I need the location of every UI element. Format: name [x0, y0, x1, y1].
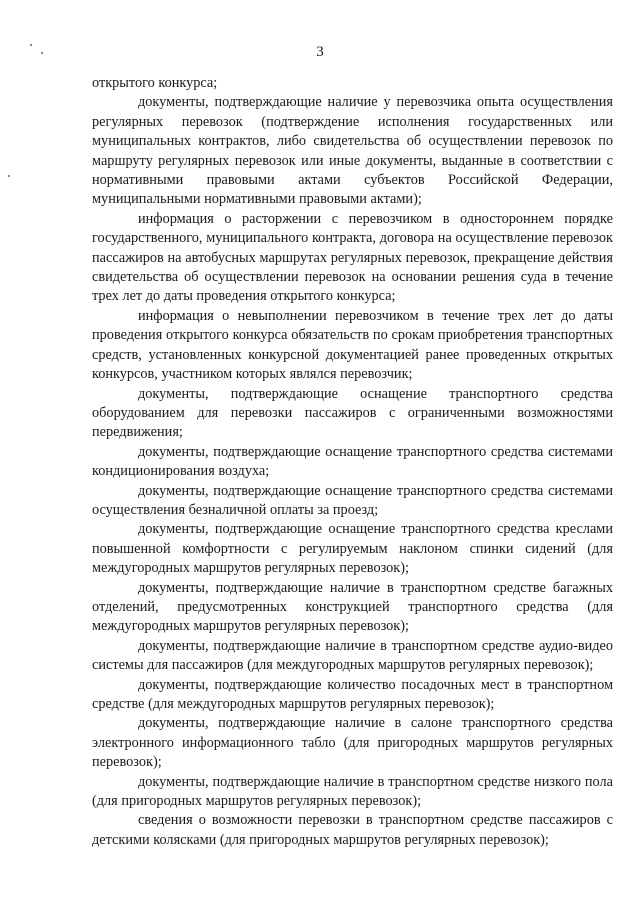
paragraph: документы, подтверждающие количество посадочных мест в транспортном средстве (для междугородных маршрутов регулярных перевозок); [92, 676, 613, 712]
scan-speck [8, 175, 10, 177]
page-number: 3 [316, 44, 324, 60]
paragraph: документы, подтверждающие оснащение транспортного средства оборудованием для перевозки пассажиров с ограниченными возможностями передвижения; [92, 385, 613, 441]
paragraph: информация о невыполнении перевозчиком в течение трех лет до даты проведения открытого конкурса обязательств по срокам приобретения транспортных средств, установленных конкурсной документацией ранее проведенных открытых конкурсов, участником которых являлся перевозчик; [92, 307, 613, 383]
paragraph: документы, подтверждающие оснащение транспортного средства креслами повышенной комфортности с регулируемым наклоном спинки сидений (для междугородных маршрутов регулярных перевозок); [92, 521, 613, 577]
paragraph: сведения о возможности перевозки в транспортном средстве пассажиров с детскими колясками (для пригородных маршрутов регулярных перевозок); [92, 812, 613, 848]
paragraph: документы, подтверждающие оснащение транспортного средства системами осуществления безналичной оплаты за проезд; [92, 482, 613, 518]
paragraph: документы, подтверждающие наличие в салоне транспортного средства электронного информационного табло (для пригородных маршрутов регулярных перевозок); [92, 715, 613, 771]
paragraph: документы, подтверждающие наличие в транспортном средстве багажных отделений, предусмотренных конструкцией транспортного средства (для междугородных маршрутов регулярных перевозок); [92, 579, 613, 635]
paragraph: документы, подтверждающие наличие у перевозчика опыта осуществления регулярных перевозок (подтверждение исполнения государственных или муниципальных контрактов, либо свидетельства об осуществлении перевозок по маршруту регулярных перевозок или иные документы, выданные в соответствии с нормативными правовыми актами субъектов Российской Федерации, муниципальными нормативными правовыми актами); [92, 94, 613, 208]
paragraph: документы, подтверждающие наличие в транспортном средстве низкого пола (для пригородных маршрутов регулярных перевозок); [92, 773, 613, 810]
paragraph-continuation: открытого конкурса; [92, 75, 218, 91]
paragraph: информация о расторжении с перевозчиком в одностороннем порядке государственного, муниципального контракта, договора на осуществление перевозок пассажиров на автобусных маршрутах регулярных перевозок, прекращение действия свидетельства об осуществлении перевозок на основании решения суда в течение трех лет до даты проведения открытого конкурса; [92, 210, 613, 305]
paragraph: документы, подтверждающие наличие в транспортном средстве аудио-видео системы для пассажиров (для междугородных маршрутов регулярных перевозок); [92, 637, 613, 674]
paragraph: документы, подтверждающие оснащение транспортного средства системами кондиционирования воздуха; [92, 443, 613, 480]
document-body [92, 74, 613, 850]
